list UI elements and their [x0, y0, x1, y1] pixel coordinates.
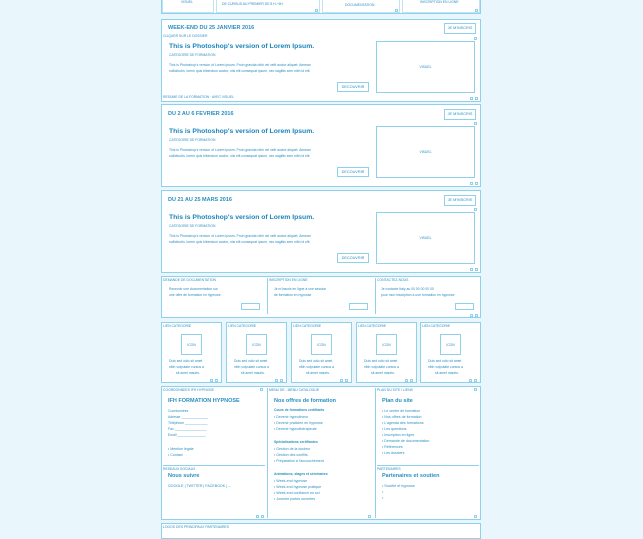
expand-icon[interactable]: [474, 388, 477, 391]
menu-link[interactable]: • Devenir hypnothérapeute: [274, 427, 317, 431]
menu-link[interactable]: • Devenir hypnotiseur: [274, 415, 309, 419]
coords-line: Email _______________: [168, 433, 206, 437]
category-text: sit amet mauris.: [435, 371, 459, 375]
category-text: sit amet mauris.: [371, 371, 395, 375]
footer-label: RESEAUX SOCIAUX: [163, 467, 196, 471]
expand-icon[interactable]: [340, 379, 343, 382]
expand-icon[interactable]: [475, 314, 478, 317]
partner-link[interactable]: • Société et hypnose: [382, 484, 415, 488]
footer-title: Nous suivre: [168, 473, 200, 479]
expand-icon[interactable]: [260, 388, 263, 391]
category-label: LIEN CATEGORIE: [228, 324, 257, 328]
coords-line: Fax _________________: [168, 427, 207, 431]
expand-icon[interactable]: [474, 379, 477, 382]
sitemap-link[interactable]: • Les questions: [382, 427, 407, 431]
expand-icon[interactable]: [470, 268, 473, 271]
coords-line: Téléphone ____________: [168, 421, 208, 425]
category-text: Duis sed odio sit amet: [428, 359, 462, 363]
footer-title: Nos offres de formation: [274, 398, 337, 404]
top-cell-doc-label: DOCUMENTATION: [345, 3, 375, 7]
category-icon: ICON: [440, 334, 461, 355]
category-text: nibh vulputate cursus a: [299, 365, 334, 369]
event-note: CLIQUER SUR LE DOSSIER: [163, 34, 208, 38]
sitemap-link[interactable]: • Les dossiers: [382, 451, 405, 455]
register-button[interactable]: JE M'INSCRIS: [444, 23, 476, 34]
event-heading: This is Photoshop's version of Lorem Ipsum.: [169, 214, 315, 221]
sitemap-link[interactable]: • Demande de documentation: [382, 439, 430, 443]
event-visual: VISUEL: [376, 212, 475, 264]
footer-link[interactable]: • Mention légale: [168, 447, 194, 451]
event-body-line: This is Photoshop's version of Lorem Ipsum. Proin gravida nibh vel velit auctor aliquet. Aenean: [169, 234, 311, 238]
category-label: LIEN CATEGORIE: [293, 324, 322, 328]
register-button[interactable]: JE M'INSCRIS: [444, 109, 476, 120]
category-text: sit amet mauris.: [176, 371, 200, 375]
category-text: sit amet mauris.: [306, 371, 330, 375]
menu-link[interactable]: • Journée portes ouvertes: [274, 497, 316, 501]
coords-line: Coordonnées: [168, 409, 189, 413]
menu-link[interactable]: • Week-end hypnose pratique: [274, 485, 322, 489]
info-label: DEMANDE DE DOCUMENTATION: [163, 278, 216, 282]
event-visual: VISUEL: [376, 41, 475, 93]
menu-link[interactable]: • Gestion des conflits: [274, 453, 308, 457]
event-body-line: sollicitudin, lorem quis bibendum auctor, nisi elit consequat ipsum, nec sagittis sem nibh id elit.: [169, 154, 311, 158]
event-category: CATEGORIE DE FORMATION: [169, 138, 216, 142]
info-line: une offre de formation en hypnose: [169, 293, 221, 297]
expand-icon[interactable]: [275, 379, 278, 382]
menu-group-title: Cours de formations certifiants: [274, 408, 325, 412]
divider: [163, 465, 265, 466]
category-text: Duis sed odio sit amet: [169, 359, 203, 363]
expand-icon[interactable]: [469, 379, 472, 382]
expand-icon[interactable]: [470, 182, 473, 185]
menu-link[interactable]: • Devenir praticien en hypnose: [274, 421, 323, 425]
expand-icon[interactable]: [470, 314, 473, 317]
expand-icon[interactable]: [475, 182, 478, 185]
menu-link[interactable]: • Préparation à l'accouchement: [274, 459, 324, 463]
footer-label: MENU DE - MENU CATALOGUE: [269, 388, 319, 392]
expand-icon[interactable]: [280, 379, 283, 382]
footer-label: COORDONNEES IFH HYPNOSE: [163, 388, 214, 392]
info-label: INSCRIPTION EN LIGNE: [269, 278, 308, 282]
expand-icon[interactable]: [345, 379, 348, 382]
category-label: LIEN CATEGORIE: [422, 324, 451, 328]
expand-icon[interactable]: [405, 379, 408, 382]
expand-icon[interactable]: [475, 97, 478, 100]
info-line: Recevoir une documentation sur: [169, 287, 218, 291]
menu-link[interactable]: • Gestion de la douleur: [274, 447, 311, 451]
category-text: nibh vulputate cursus a: [169, 365, 204, 369]
info-line: pour mon inscription à une formation en hypnose: [381, 293, 455, 297]
discover-button[interactable]: DECOUVRIR: [337, 82, 369, 92]
expand-icon[interactable]: [315, 9, 318, 12]
top-cell-inscription-label: INSCRIPTION EN LIGNE: [420, 0, 459, 4]
event-footer-note: RESUME DE LA FORMATION · AVEC VISUEL: [163, 95, 234, 99]
divider: [267, 388, 268, 518]
event-body-line: This is Photoshop's version of Lorem Ipsum. Proin gravida nibh vel velit auctor aliquet. Aenean: [169, 148, 311, 152]
info-line: de formation en hypnose: [274, 293, 312, 297]
category-icon: ICON: [181, 334, 202, 355]
info-action-button[interactable]: [349, 303, 368, 310]
event-category: CATEGORIE DE FORMATION: [169, 224, 216, 228]
footer-title: Plan du site: [382, 398, 413, 404]
category-icon: ICON: [376, 334, 397, 355]
menu-link[interactable]: • Week-end hypnose: [274, 479, 308, 483]
category-text: Duis sed odio sit amet: [299, 359, 333, 363]
divider: [267, 278, 268, 314]
footer-label: LOGOS DES PRINCIPAUX PARTENAIRES: [163, 525, 229, 529]
category-label: LIEN CATEGORIE: [163, 324, 192, 328]
info-line: Je m'inscris en ligne à une session: [274, 287, 327, 291]
sitemap-link[interactable]: • L'agenda des formations: [382, 421, 424, 425]
category-icon: ICON: [311, 334, 332, 355]
category-text: nibh vulputate cursus a: [364, 365, 399, 369]
category-text: sit amet mauris.: [241, 371, 265, 375]
sitemap-link[interactable]: • Le centre de formation: [382, 409, 421, 413]
info-label: CONTACTEZ-NOUS: [377, 278, 409, 282]
category-icon: ICON: [246, 334, 267, 355]
info-action-button[interactable]: [455, 303, 474, 310]
footer-label: PLAN DU SITE / LIENS: [377, 388, 413, 392]
footer-label: PARTENAIRES: [377, 467, 401, 471]
partner-link[interactable]: •: [382, 496, 384, 500]
info-line: Je contacte Italy au 00 00 00 00 00: [381, 287, 434, 291]
event-category: CATEGORIE DE FORMATION: [169, 53, 216, 57]
divider: [375, 278, 376, 314]
category-text: nibh vulputate cursus a: [234, 365, 269, 369]
expand-icon[interactable]: [261, 515, 264, 518]
sitemap-link[interactable]: • Références: [382, 445, 403, 449]
partner-link[interactable]: •: [382, 490, 384, 494]
footer-title: Partenaires et soutien: [382, 473, 440, 479]
footer-link[interactable]: • Contact: [168, 453, 183, 457]
sitemap-link[interactable]: • Inscription en ligne: [382, 433, 415, 437]
category-text: Duis sed odio sit amet: [234, 359, 268, 363]
event-body-line: sollicitudin, lorem quis bibendum auctor, nisi elit consequat ipsum, nec sagittis sem nibh id elit.: [169, 240, 311, 244]
divider: [377, 465, 479, 466]
discover-button[interactable]: DECOUVRIR: [337, 253, 369, 263]
top-cell-cursus-label: DE CURSUS AU PREMIER DE 8 H / 6H: [222, 2, 283, 6]
expand-icon[interactable]: [410, 379, 413, 382]
expand-icon[interactable]: [470, 97, 473, 100]
expand-icon[interactable]: [474, 515, 477, 518]
menu-group-title: Spécialisations certifiantes: [274, 440, 318, 444]
expand-icon[interactable]: [474, 37, 477, 40]
expand-icon[interactable]: [475, 268, 478, 271]
event-heading: This is Photoshop's version of Lorem Ipsum.: [169, 43, 315, 50]
expand-icon[interactable]: [475, 9, 478, 12]
event-heading: This is Photoshop's version of Lorem Ipsum.: [169, 128, 315, 135]
divider: [375, 388, 376, 518]
expand-icon[interactable]: [395, 9, 398, 12]
site-footer: [161, 386, 481, 520]
expand-icon[interactable]: [474, 122, 477, 125]
expand-icon[interactable]: [256, 515, 259, 518]
sitemap-link[interactable]: • Nos offres de formation: [382, 415, 422, 419]
top-cell-visual-label: VISUEL: [181, 0, 194, 4]
coords-line: Adresse ______________: [168, 415, 208, 419]
event-body-line: sollicitudin, lorem quis bibendum auctor, nisi elit consequat ipsum, nec sagittis sem nibh id elit.: [169, 69, 311, 73]
event-title: DU 2 AU 6 FEVRIER 2016: [168, 111, 234, 117]
category-text: Duis sed odio sit amet: [364, 359, 398, 363]
menu-group-title: Animations, stages et séminaires: [274, 472, 328, 476]
expand-icon[interactable]: [474, 208, 477, 211]
discover-button[interactable]: DECOUVRIR: [337, 167, 369, 177]
event-title: WEEK-END DU 25 JANVIER 2016: [168, 25, 255, 31]
expand-icon[interactable]: [368, 515, 371, 518]
expand-icon[interactable]: [215, 379, 218, 382]
event-visual: VISUEL: [376, 126, 475, 178]
event-body-line: This is Photoshop's version of Lorem Ipsum. Proin gravida nibh vel velit auctor aliquet. Aenean: [169, 63, 311, 67]
social-links[interactable]: GOOGLE | TWITTER | FACEBOOK | ...: [168, 484, 232, 488]
category-label: LIEN CATEGORIE: [358, 324, 387, 328]
info-action-button[interactable]: [241, 303, 260, 310]
menu-link[interactable]: • Week-end confiance en soi: [274, 491, 320, 495]
footer-title: IFH FORMATION HYPNOSE: [168, 398, 240, 404]
event-title: DU 21 AU 25 MARS 2016: [168, 197, 232, 203]
category-text: nibh vulputate cursus a: [428, 365, 463, 369]
register-button[interactable]: JE M'INSCRIS: [444, 195, 476, 206]
expand-icon[interactable]: [210, 379, 213, 382]
